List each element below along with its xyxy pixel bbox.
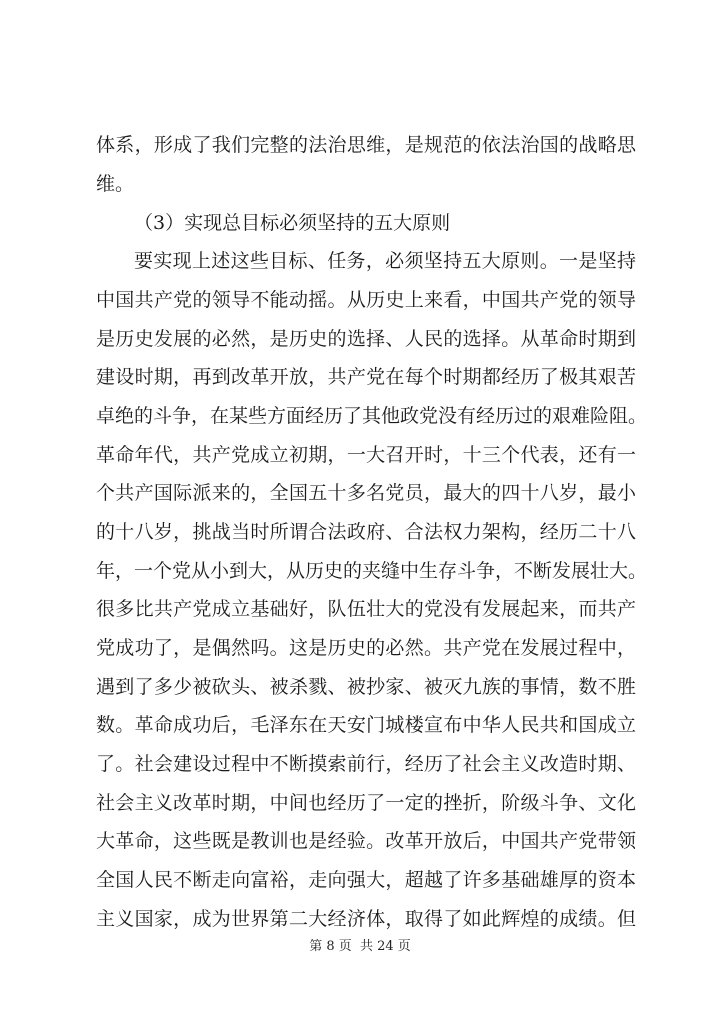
paragraph-line: 维。 bbox=[96, 173, 135, 195]
paragraph-line: 数。革命成功后，毛泽东在天安门城楼宣布中华人民共和国成立 bbox=[96, 714, 636, 736]
paragraph-line: 建设时期，再到改革开放，共产党在每个时期都经历了极其艰苦 bbox=[96, 366, 636, 388]
page-total: 共 24 页 bbox=[359, 939, 411, 954]
paragraph-line: 社会主义改革时期，中间也经历了一定的挫折，阶级斗争、文化 bbox=[96, 792, 636, 814]
paragraph-line: 大革命，这些既是教训也是经验。改革开放后，中国共产党带领 bbox=[96, 830, 636, 852]
paragraph-line: 党成功了，是偶然吗。这是历史的必然。共产党在发展过程中， bbox=[96, 637, 636, 659]
paragraph-line: 全国人民不断走向富裕，走向强大，超越了许多基础雄厚的资本 bbox=[96, 869, 636, 891]
paragraph-line: 的十八岁，挑战当时所谓合法政府、合法权力架构，经历二十八 bbox=[96, 521, 636, 543]
section-heading: （3）实现总目标必须坚持的五大原则 bbox=[134, 212, 451, 234]
paragraph-line: 要实现上述这些目标、任务，必须坚持五大原则。一是坚持 bbox=[134, 250, 636, 272]
paragraph-line: 中国共产党的领导不能动摇。从历史上来看，中国共产党的领导 bbox=[96, 289, 636, 311]
paragraph-line: 年，一个党从小到大，从历史的夹缝中生存斗争，不断发展壮大。 bbox=[96, 560, 648, 582]
paragraph-line: 遇到了多少被砍头、被杀戮、被抄家、被灭九族的事情，数不胜 bbox=[96, 676, 636, 698]
page-footer bbox=[0, 938, 720, 956]
paragraph-line: 个共产国际派来的，全国五十多名党员，最大的四十八岁，最小 bbox=[96, 482, 636, 504]
paragraph-line: 是历史发展的必然，是历史的选择、人民的选择。从革命时期到 bbox=[96, 328, 636, 350]
paragraph-line: 很多比共产党成立基础好，队伍壮大的党没有发展起来，而共产 bbox=[96, 598, 636, 620]
paragraph-line: 卓绝的斗争，在某些方面经历了其他政党没有经历过的艰难险阻。 bbox=[96, 405, 648, 427]
paragraph-line: 了。社会建设过程中不断摸索前行，经历了社会主义改造时期、 bbox=[96, 753, 636, 775]
paragraph-line: 体系，形成了我们完整的法治思维，是规范的依法治国的战略思 bbox=[96, 134, 636, 156]
page-number: 第 8 页 bbox=[309, 939, 352, 954]
paragraph-line: 主义国家，成为世界第二大经济体，取得了如此辉煌的成绩。但 bbox=[96, 908, 636, 930]
paragraph-line: 革命年代，共产党成立初期，一大召开时，十三个代表，还有一 bbox=[96, 444, 636, 466]
